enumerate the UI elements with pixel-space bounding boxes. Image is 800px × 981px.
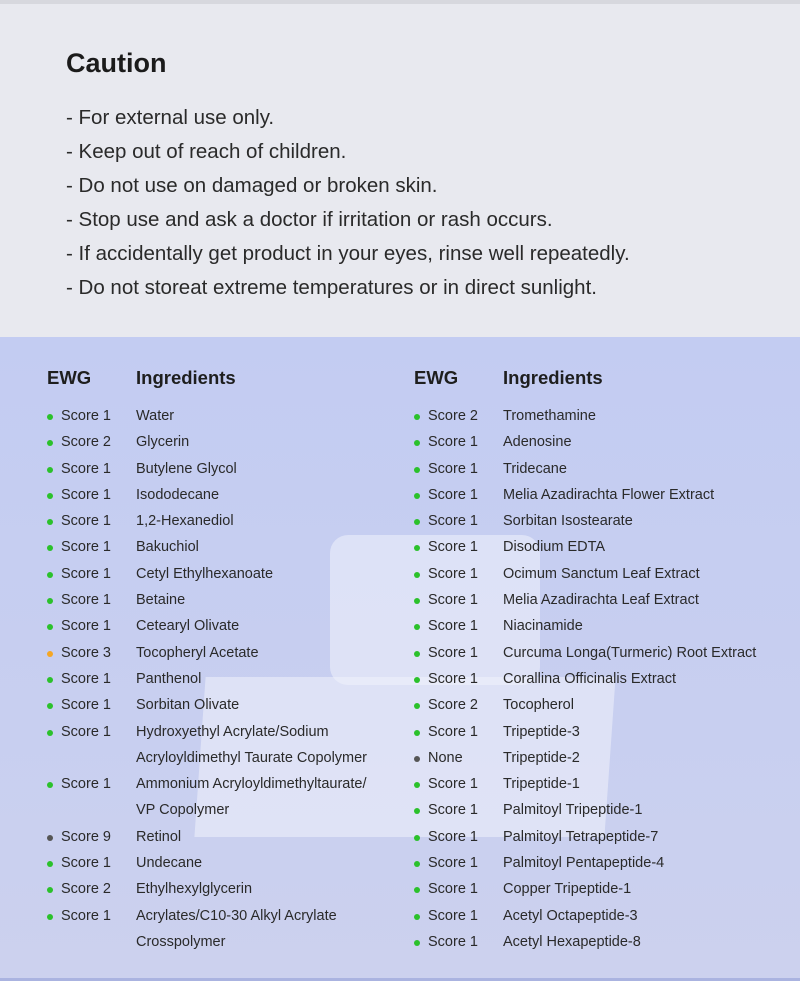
ewg-score [47,482,136,508]
ingredient-name: Palmitoyl Pentapeptide-4 [503,855,665,872]
ingredients-column-left [47,367,376,955]
score-dot-icon [47,730,53,736]
score-dot-icon [47,677,53,683]
ewg-score [414,850,503,876]
ingredient-row [414,508,793,534]
ewg-score [414,587,503,613]
ingredient-name: Palmitoyl Tripeptide-1 [503,802,643,819]
score-dot-icon [414,651,420,657]
ingredient-row [414,613,793,639]
ingredient-name: Corallina Officinalis Extract [503,670,676,687]
ewg-score [414,508,503,534]
ingredient-row [47,719,376,772]
score-dot-icon [47,887,53,893]
ewg-score [47,403,136,429]
ingredient-row [47,876,376,902]
score-label: Score 1 [428,881,478,898]
score-label: Score 1 [428,670,478,687]
ewg-score [47,666,136,692]
score-dot-icon [414,730,420,736]
ingredient-name: Melia Azadirachta Leaf Extract [503,592,699,609]
score-dot-icon [414,624,420,630]
ingredient-name: Tocopheryl Acetate [136,644,259,661]
score-label: Score 1 [428,855,478,872]
ingredient-row [47,903,376,956]
ewg-score [47,456,136,482]
ingredient-row [414,534,793,560]
ingredient-name: Disodium EDTA [503,539,606,556]
ingredient-name: Cetearyl Olivate [136,618,240,635]
score-dot-icon [47,624,53,630]
ingredient-name: Niacinamide [503,618,583,635]
score-dot-icon [414,861,420,867]
score-label: Score 1 [428,513,478,530]
score-label: Score 1 [428,776,478,793]
score-dot-icon [414,940,420,946]
ingredient-name: Panthenol [136,670,202,687]
ewg-score [47,508,136,534]
ingredient-name: Melia Azadirachta Flower Extract [503,486,715,503]
ewg-header: EWG [414,367,459,388]
ewg-score [47,771,136,824]
ewg-score [414,719,503,745]
ingredient-row [414,482,793,508]
ingredient-name: Acetyl Octapeptide-3 [503,907,638,924]
score-label: Score 1 [61,565,111,582]
score-dot-icon [47,861,53,867]
score-dot-icon [47,598,53,604]
score-dot-icon [47,651,53,657]
ingredient-name: Adenosine [503,434,572,451]
caution-item: - Do not storeat extreme temperatures or in direct sunlight. [66,276,597,299]
score-label: Score 1 [61,513,111,530]
ingredient-row [47,587,376,613]
ingredient-row [47,613,376,639]
ewg-score [414,640,503,666]
caution-section [0,0,800,337]
score-dot-icon [47,519,53,525]
ingredient-name: Ammonium Acryloyldimethyltaurate/ VP Copolymer [136,776,367,819]
ingredient-row [414,587,793,613]
caution-title: Caution [66,48,167,78]
ewg-score [47,692,136,718]
ingredients-column-right [414,367,793,955]
ewg-score [47,534,136,560]
score-label: Score 1 [428,539,478,556]
ingredient-name: Undecane [136,855,203,872]
score-label: Score 1 [61,539,111,556]
ingredient-row [47,403,376,429]
ingredient-name: Ethylhexylglycerin [136,881,253,898]
ingredient-name: 1,2-Hexanediol [136,513,234,530]
score-dot-icon [47,914,53,920]
score-label: Score 2 [428,408,478,424]
ingredient-row [47,508,376,534]
ewg-score [414,692,503,718]
ingredient-row [414,824,793,850]
ingredient-name: Hydroxyethyl Acrylate/Sodium Acryloyldimethyl Taurate Copolymer [136,723,368,766]
score-dot-icon [47,414,53,420]
ingredient-row [414,797,793,823]
ewg-score [414,745,503,771]
score-dot-icon [47,782,53,788]
ingredient-row [414,429,793,455]
ingredient-row [47,666,376,692]
score-label: Score 1 [61,776,111,793]
score-label: Score 1 [61,486,111,503]
ingredient-name: Tripeptide-1 [503,776,580,793]
score-dot-icon [47,703,53,709]
ingredient-name: Water [136,408,175,424]
score-label: Score 1 [61,618,111,635]
score-label: Score 1 [428,644,478,661]
ewg-score [47,903,136,956]
score-dot-icon [414,887,420,893]
score-dot-icon [414,782,420,788]
score-label: Score 1 [61,907,111,924]
ewg-score [414,797,503,823]
ewg-score [47,429,136,455]
caution-list [66,101,630,305]
score-dot-icon [47,440,53,446]
ingredient-row [414,403,793,429]
score-dot-icon [414,914,420,920]
ingredient-name: Cetyl Ethylhexanoate [136,565,274,582]
ewg-score [414,929,503,955]
ingredient-name: Isododecane [136,486,220,503]
ewg-score [414,824,503,850]
ingredient-name: Butylene Glycol [136,460,237,477]
score-label: Score 1 [61,697,111,714]
score-label: None [428,749,463,766]
ingredient-row [414,903,793,929]
ewg-header: EWG [47,367,92,388]
ewg-score [414,876,503,902]
ingredient-row [47,824,376,850]
score-dot-icon [47,572,53,578]
ingredient-name: Acetyl Hexapeptide-8 [503,933,641,950]
score-label: Score 1 [61,855,111,872]
score-dot-icon [414,703,420,709]
score-dot-icon [414,756,420,762]
score-label: Score 1 [428,907,478,924]
score-label: Score 1 [428,802,478,819]
ingredient-name: Tripeptide-3 [503,723,580,740]
ingredient-row [414,456,793,482]
ewg-score [414,613,503,639]
ewg-score [414,534,503,560]
ingredient-row [414,719,793,745]
ewg-score [414,561,503,587]
score-label: Score 1 [61,408,111,424]
ingredient-name: Tromethamine [503,408,596,424]
score-label: Score 2 [61,434,111,451]
ingredient-row [47,640,376,666]
ewg-score [47,561,136,587]
score-label: Score 1 [428,460,478,477]
ingredient-row [414,692,793,718]
ewg-score [47,850,136,876]
ingredient-name: Betaine [136,592,186,609]
ingredients-section [0,337,800,981]
caution-item: - Do not use on damaged or broken skin. [66,174,438,197]
ingredient-row [47,534,376,560]
ingredient-name: Sorbitan Isostearate [503,513,633,530]
score-dot-icon [47,493,53,499]
ingredient-row [414,876,793,902]
caution-item: - If accidentally get product in your eyes, rinse well repeatedly. [66,242,630,265]
ingredient-row [414,640,793,666]
score-dot-icon [47,467,53,473]
caution-item: - Stop use and ask a doctor if irritation or rash occurs. [66,208,553,231]
ingredient-name: Tridecane [503,460,567,477]
caution-item: - Keep out of reach of children. [66,140,347,163]
ingredient-name: Acrylates/C10-30 Alkyl Acrylate Crosspolymer [136,907,337,950]
ingredients-header: Ingredients [136,367,236,388]
score-label: Score 1 [428,828,478,845]
ingredient-name: Bakuchiol [136,539,199,556]
score-dot-icon [414,598,420,604]
ingredient-row [47,482,376,508]
ewg-score [47,876,136,902]
score-dot-icon [414,440,420,446]
score-dot-icon [47,835,53,841]
ingredient-row [47,771,376,824]
ingredient-name: Tripeptide-2 [503,749,580,766]
ingredient-row [47,692,376,718]
score-label: Score 1 [428,434,478,451]
score-label: Score 1 [61,460,111,477]
ingredient-name: Retinol [136,828,182,845]
score-label: Score 1 [61,670,111,687]
score-label: Score 1 [61,592,111,609]
score-label: Score 1 [428,933,478,950]
ingredient-name: Ocimum Sanctum Leaf Extract [503,565,700,582]
ewg-score [47,640,136,666]
score-label: Score 1 [428,486,478,503]
ewg-score [47,613,136,639]
ewg-score [47,719,136,772]
ewg-score [414,771,503,797]
ingredient-row [414,561,793,587]
ingredient-row [414,929,793,955]
score-label: Score 2 [428,697,478,714]
score-dot-icon [414,545,420,551]
ingredient-row [47,429,376,455]
score-dot-icon [414,835,420,841]
ingredient-name: Copper Tripeptide-1 [503,881,632,898]
score-dot-icon [414,493,420,499]
ingredients-header: Ingredients [503,367,603,388]
ingredient-row [47,850,376,876]
ingredient-row [414,745,793,771]
ewg-score [47,587,136,613]
ingredient-row [47,561,376,587]
score-dot-icon [47,545,53,551]
column-header [47,367,376,403]
score-dot-icon [414,808,420,814]
ingredient-row [414,666,793,692]
score-label: Score 1 [428,565,478,582]
score-label: Score 2 [61,881,111,898]
ingredient-row [47,456,376,482]
ingredient-name: Glycerin [136,434,190,451]
score-label: Score 1 [428,723,478,740]
ingredient-name: Curcuma Longa(Turmeric) Root Extract [503,644,757,661]
column-header [414,367,793,403]
score-dot-icon [414,467,420,473]
ingredient-row [414,771,793,797]
score-label: Score 1 [61,723,111,740]
score-dot-icon [414,677,420,683]
score-label: Score 1 [428,592,478,609]
ewg-score [414,482,503,508]
caution-item: - For external use only. [66,106,275,129]
score-label: Score 3 [61,644,111,661]
ewg-score [414,456,503,482]
score-dot-icon [414,572,420,578]
ewg-score [414,666,503,692]
ewg-score [414,429,503,455]
ewg-score [47,824,136,850]
ewg-score [414,903,503,929]
score-dot-icon [414,519,420,525]
score-dot-icon [414,414,420,420]
ingredient-name: Palmitoyl Tetrapeptide-7 [503,828,659,845]
score-label: Score 9 [61,828,111,845]
ingredient-name: Sorbitan Olivate [136,697,240,714]
ewg-score [414,403,503,429]
ingredient-name: Tocopherol [503,697,574,714]
ingredient-row [414,850,793,876]
score-label: Score 1 [428,618,478,635]
